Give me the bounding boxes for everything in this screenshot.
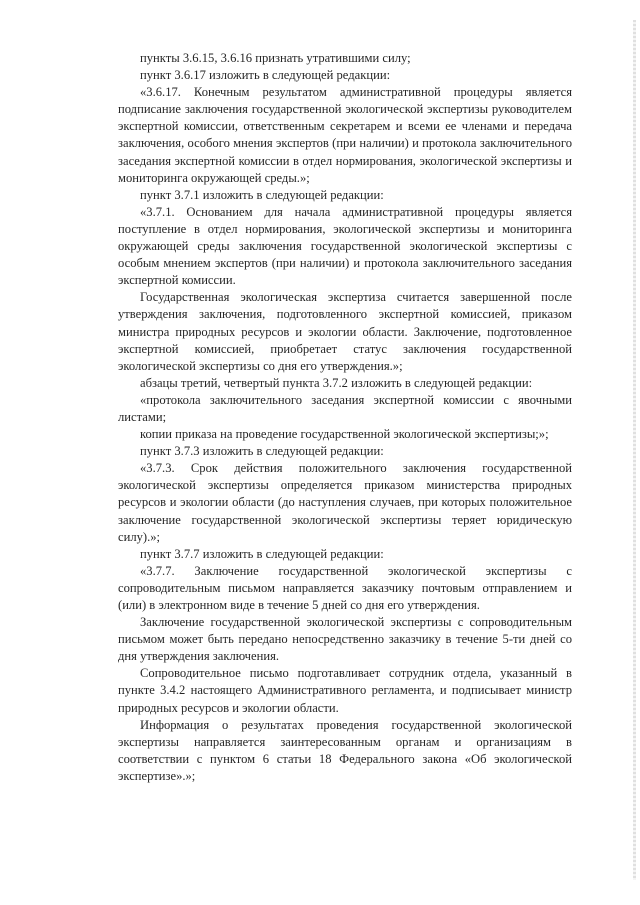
paragraph-15: Сопроводительное письмо подготавливает сотрудник отдела, указанный в пункте 3.4.2 настоящего Административного регламента, и подписывает министр природных ресурсов и экологии области. bbox=[118, 666, 572, 715]
paragraph-8: «протокола заключительного заседания экспертной комиссии с явочными листами; bbox=[118, 392, 572, 424]
paragraph-14: Заключение государственной экологической экспертизы с сопроводительным письмом может быть передано непосредственно заказчику в течение 5-ти дней со дня утверждения заключения. bbox=[118, 615, 572, 664]
paragraph-3: «3.6.17. Конечным результатом административной процедуры является подписание заключения государственной экологической экспертизы руководителем экспертной комиссии, ответственным секретарем и всеми ее членами и передача заключения, особого мнения экспертов (при наличии) и протокола заключительного заседания экспертной комиссии в отдел нормирования, экологической экспертизы и мониторинга окружающей среды.»; bbox=[118, 85, 572, 185]
paragraph-16: Информация о результатах проведения государственной экологической экспертизы направляется заинтересованным органам и организациям в соответствии с пунктом 6 статьи 18 Федерального закона «Об экологической экспертизе».»; bbox=[118, 717, 572, 783]
paragraph-6: Государственная экологическая экспертиза считается завершенной после утверждения заключения, подготовленного экспертной комиссией, приказом министра природных ресурсов и экологии области. Заключение, подготовленное экспертной комиссией, приобретает статус заключения государственной экологической экспертизы со дня его утверждения.»; bbox=[118, 290, 572, 373]
paragraph-11: «3.7.3. Срок действия положительного заключения государственной экологической экспертизы определяется приказом министерства природных ресурсов и экологии области (до наступления случаев, при которых положительное заключение государственной экологической экспертизы теряет юридическую силу).»; bbox=[118, 461, 572, 544]
paragraph-2: пункт 3.6.17 изложить в следующей редакции: bbox=[140, 68, 391, 83]
document-body bbox=[118, 50, 572, 785]
paragraph-1: пункты 3.6.15, 3.6.16 признать утратившими силу; bbox=[140, 51, 411, 65]
paragraph-4: пункт 3.7.1 изложить в следующей редакции: bbox=[140, 187, 384, 202]
paragraph-12: пункт 3.7.7 изложить в следующей редакции: bbox=[140, 546, 384, 561]
paragraph-7: абзацы третий, четвертый пункта 3.7.2 изложить в следующей редакции: bbox=[140, 375, 533, 390]
paragraph-13: «3.7.7. Заключение государственной экологической экспертизы с сопроводительным письмом направляется заказчику почтовым отправлением и (или) в электронном виде в течение 5 дней со дня его утверждения. bbox=[118, 563, 572, 612]
paragraph-10: пункт 3.7.3 изложить в следующей редакции: bbox=[140, 444, 384, 459]
paragraph-5: «3.7.1. Основанием для начала административной процедуры является поступление в отдел нормирования, экологической экспертизы и мониторинга окружающей среды заключения государственной экологической экспертизы с особым мнением экспертов (при наличии) и протокола заключительного заседания экспертной комиссии. bbox=[118, 204, 572, 288]
scan-edge-artifact bbox=[633, 20, 636, 880]
paragraph-9: копии приказа на проведение государственной экологической экспертизы;»; bbox=[140, 427, 549, 442]
